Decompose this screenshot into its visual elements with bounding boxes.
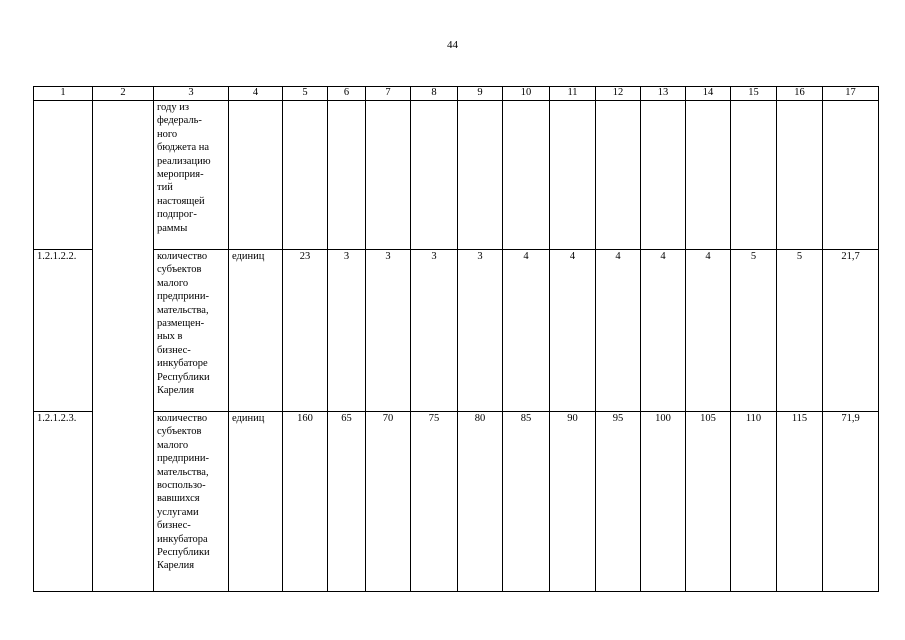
indicator-name-line: ного [157,128,178,140]
column-header-17: 17 [823,87,879,101]
page-number: 44 [447,39,458,51]
row-code-cell: 1.2.1.2.2. [34,250,93,412]
table-row [34,250,879,412]
indicator-name-line: бизнес- [157,344,191,356]
indicator-name-line: количество [157,413,208,424]
column-header-6: 6 [328,87,366,101]
value-cell: 5 [731,250,777,412]
column-header-13: 13 [641,87,686,101]
value-cell: 85 [503,412,550,592]
indicator-name-line: году из [157,102,189,113]
indicator-name-line: Республики [157,371,210,383]
indicator-name-line: малого [157,439,189,451]
indicator-name-cell [154,101,229,250]
indicator-name-cell [154,412,229,592]
indicator-name-line: настоящей [157,195,205,207]
column-header-8: 8 [411,87,458,101]
column-header-16: 16 [777,87,823,101]
value-cell: 160 [283,412,328,592]
value-cell: 4 [596,250,641,412]
value-cell [328,101,366,250]
value-cell: 71,9 [823,412,879,592]
indicator-name-line: мательства, [157,304,209,316]
value-cell: 21,7 [823,250,879,412]
column-header-5: 5 [283,87,328,101]
indicator-name-line: раммы [157,222,188,234]
indicator-name-line: реализацию [157,155,211,167]
column-number-header-row [34,87,879,101]
indicator-name-line: бизнес- [157,520,191,532]
value-cell: 70 [366,412,411,592]
table-row [34,412,879,592]
indicator-name-line: Республики [157,547,210,559]
indicator-name-line: субъектов [157,264,202,276]
indicator-name-line: ных в [157,331,183,343]
value-cell [283,101,328,250]
value-cell: 75 [411,412,458,592]
value-cell [731,101,777,250]
value-cell [366,101,411,250]
column-header-1: 1 [34,87,93,101]
indicator-name-line: субъектов [157,426,202,438]
indicator-name-line: воспользо- [157,480,206,492]
value-cell [411,101,458,250]
value-cell: 3 [366,250,411,412]
indicator-name-line: малого [157,277,189,289]
indicator-name-line: Карелия [157,560,195,572]
column-header-14: 14 [686,87,731,101]
indicator-name-line: предприни- [157,291,209,303]
value-cell [777,101,823,250]
value-cell: 105 [686,412,731,592]
indicator-name-line: подпрог- [157,209,197,221]
value-cell [458,101,503,250]
unit-cell: единиц [229,250,283,412]
column-header-9: 9 [458,87,503,101]
unit-cell: единиц [229,412,283,592]
value-cell [686,101,731,250]
value-cell: 4 [641,250,686,412]
indicator-name-line: количество [157,251,208,262]
indicator-name-line: Карелия [157,385,195,397]
indicator-name-line: мероприя- [157,169,204,181]
value-cell: 4 [550,250,596,412]
indicator-name-line: услугами [157,506,199,518]
value-cell: 100 [641,412,686,592]
value-cell: 23 [283,250,328,412]
value-cell: 90 [550,412,596,592]
column-header-12: 12 [596,87,641,101]
indicator-name-line: инкубаторе [157,358,208,370]
indicator-name-line: вавшихся [157,493,200,505]
value-cell: 65 [328,412,366,592]
indicators-table [33,86,879,592]
value-cell: 95 [596,412,641,592]
indicator-name-line: размещен- [157,318,205,330]
indicator-name-line: федераль- [157,115,202,127]
code-cell [34,101,93,250]
value-cell: 4 [503,250,550,412]
value-cell [503,101,550,250]
value-cell: 80 [458,412,503,592]
column-header-3: 3 [154,87,229,101]
value-cell [550,101,596,250]
value-cell: 3 [411,250,458,412]
value-cell: 5 [777,250,823,412]
unit-cell [229,101,283,250]
column-header-15: 15 [731,87,777,101]
column-header-4: 4 [229,87,283,101]
value-cell: 110 [731,412,777,592]
value-cell: 4 [686,250,731,412]
value-cell [641,101,686,250]
row-code-cell: 1.2.1.2.3. [34,412,93,592]
value-cell: 115 [777,412,823,592]
column-header-2: 2 [93,87,154,101]
column-header-11: 11 [550,87,596,101]
column-header-7: 7 [366,87,411,101]
column-header-10: 10 [503,87,550,101]
indicator-name-line: мательства, [157,466,209,478]
table-row-continued [34,101,879,250]
value-cell: 3 [328,250,366,412]
value-cell [596,101,641,250]
indicator-name-line: тий [157,182,173,194]
indicator-name-cell [154,250,229,412]
indicator-name-line: инкубатора [157,533,208,545]
value-cell: 3 [458,250,503,412]
indicator-name-line: предприни- [157,453,209,465]
indicator-name-line: бюджета на [157,142,210,154]
value-cell [823,101,879,250]
column-2-cell [93,101,154,592]
